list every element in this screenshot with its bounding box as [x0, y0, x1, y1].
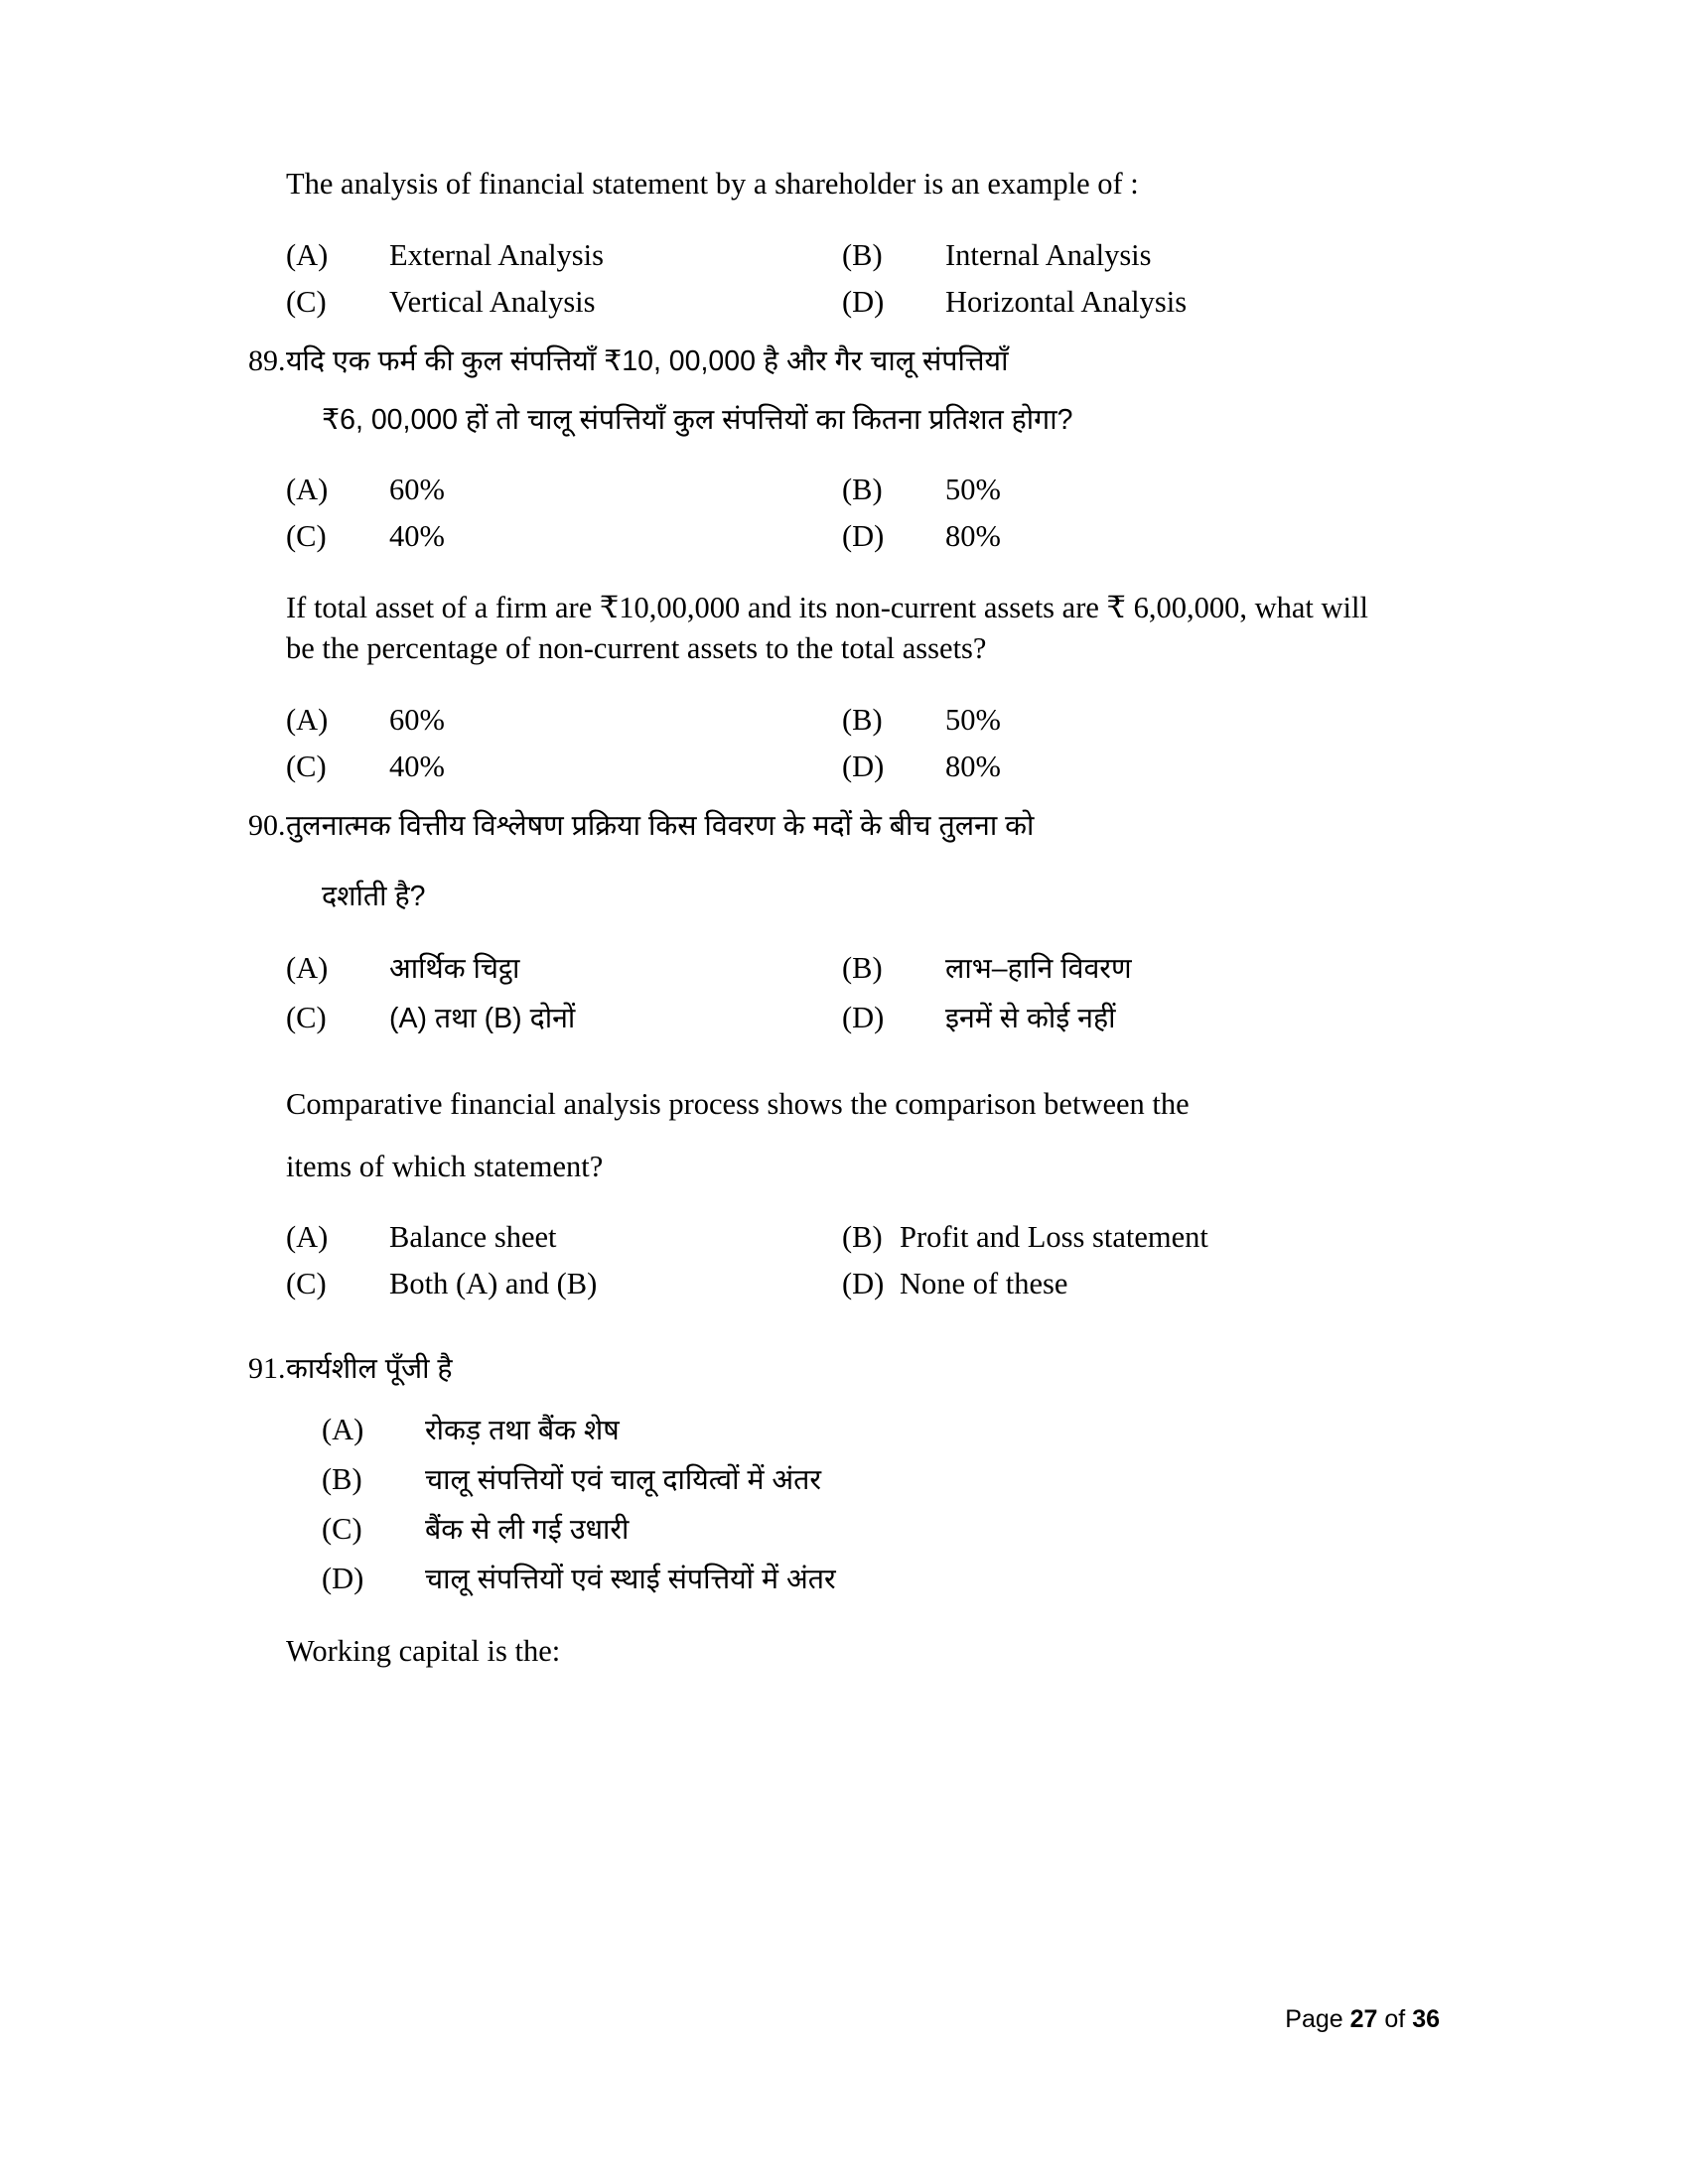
option-row: [322, 1411, 1315, 1448]
question-q91-en-stem: Working capital is the:: [286, 1633, 561, 1668]
option-text: Both (A) and (B): [389, 1267, 598, 1301]
option-c[interactable]: [286, 999, 842, 1036]
option-text: Internal Analysis: [945, 237, 1152, 272]
option-label: (A): [286, 472, 329, 506]
option-text: चालू संपत्तियों एवं चालू दायित्वों में अंतर: [425, 1463, 822, 1496]
question-number: 90.: [248, 808, 286, 842]
option-label: (C): [286, 1267, 327, 1301]
option-a[interactable]: [286, 473, 842, 507]
question-number: 91.: [248, 1352, 286, 1386]
option-text: आर्थिक चिट्ठा: [389, 952, 520, 985]
question-text: कार्यशील पूँजी है: [286, 1353, 453, 1386]
option-text: None of these: [900, 1267, 1068, 1301]
option-label: (C): [286, 749, 327, 783]
option-text: बैंक से ली गई उधारी: [425, 1513, 630, 1546]
option-text: (A) तथा (B) दोनों: [389, 1002, 576, 1034]
option-b[interactable]: [842, 473, 1398, 507]
option-label: (B): [842, 237, 883, 272]
question-q90-en-options: [248, 1220, 1440, 1301]
option-a[interactable]: [322, 1411, 1315, 1448]
question-text: तुलनात्मक वित्तीय विश्लेषण प्रक्रिया किस विवरण के मदों के बीच तुलना को: [286, 809, 1035, 842]
option-label: (D): [842, 518, 885, 553]
option-label: (A): [286, 237, 329, 272]
option-text: 50%: [945, 702, 1001, 737]
option-row: [286, 949, 1398, 987]
question-q89-hi-stem-line1: [248, 341, 1440, 380]
question-number: 89.: [248, 343, 286, 377]
question-q90-hi-stem-line2: दर्शाती है?: [322, 880, 426, 912]
option-text: 60%: [389, 472, 445, 506]
option-d[interactable]: [842, 519, 1398, 554]
option-label: (B): [842, 950, 883, 985]
option-a[interactable]: [286, 1220, 842, 1255]
option-c[interactable]: [286, 285, 842, 320]
option-label: (A): [322, 1412, 364, 1446]
option-b[interactable]: [322, 1460, 1315, 1498]
option-row: [286, 473, 1398, 507]
option-row: [286, 519, 1398, 554]
footer-middle: of: [1384, 2005, 1406, 2033]
option-row: [286, 285, 1398, 320]
option-label: (C): [286, 284, 327, 319]
option-row: [322, 1560, 1315, 1597]
option-label: (D): [322, 1561, 364, 1595]
question-q90-en-stem-line2: items of which statement?: [286, 1149, 604, 1183]
option-text: रोकड़ तथा बैंक शेष: [425, 1414, 620, 1446]
option-row: [286, 1220, 1398, 1255]
question-q88-en-options: [248, 238, 1440, 320]
option-b[interactable]: [842, 703, 1398, 738]
option-label: (C): [286, 1000, 327, 1034]
option-text: Horizontal Analysis: [945, 284, 1188, 319]
option-label: (D): [842, 1000, 885, 1034]
option-row: [286, 703, 1398, 738]
option-b[interactable]: [842, 949, 1398, 987]
option-text: इनमें से कोई नहीं: [945, 1002, 1116, 1034]
option-row: [322, 1460, 1315, 1498]
question-q89-en-stem: If total asset of a firm are ₹10,00,000 and its non-current assets are ₹ 6,00,000, what will be the percentage of non-current assets to the total assets?: [286, 590, 1368, 665]
footer-prefix: Page: [1285, 2005, 1343, 2033]
option-a[interactable]: [286, 949, 842, 987]
option-row: [286, 750, 1398, 784]
question-q91-hi-options: [248, 1411, 1440, 1597]
option-a[interactable]: [286, 703, 842, 738]
question-q89-en-options: [248, 703, 1440, 784]
option-c[interactable]: [286, 1267, 842, 1301]
option-label: (C): [286, 518, 327, 553]
option-label: (D): [842, 1267, 885, 1301]
question-q90-hi-options: [248, 949, 1440, 1036]
option-text: 80%: [945, 518, 1001, 553]
question-q89-hi-stem-line2: ₹6, 00,000 हों तो चालू संपत्तियाँ कुल संपत्तियों का कितना प्रतिशत होगा?: [322, 403, 1073, 436]
option-label: (A): [286, 702, 329, 737]
option-text: 40%: [389, 518, 445, 553]
option-d[interactable]: [842, 285, 1398, 320]
option-text: 40%: [389, 749, 445, 783]
option-text: External Analysis: [389, 237, 605, 272]
option-label: (D): [842, 749, 885, 783]
option-d[interactable]: [842, 750, 1398, 784]
option-text: Vertical Analysis: [389, 284, 596, 319]
option-row: [286, 1267, 1398, 1301]
question-q90-en-stem-line1: Comparative financial analysis process shows the comparison between the: [286, 1086, 1190, 1121]
page-footer: [1285, 2005, 1440, 2034]
option-label: (A): [286, 1220, 329, 1255]
option-label: (B): [842, 1220, 883, 1255]
option-d[interactable]: [322, 1560, 1315, 1597]
option-c[interactable]: [286, 750, 842, 784]
option-c[interactable]: [286, 519, 842, 554]
footer-total-pages: 36: [1412, 2005, 1440, 2033]
option-d[interactable]: [842, 999, 1398, 1036]
question-q89-hi-options: [248, 473, 1440, 554]
option-text: लाभ–हानि विवरण: [945, 952, 1132, 985]
option-label: (B): [322, 1461, 362, 1496]
question-q88-en-stem: The analysis of financial statement by a shareholder is an example of :: [286, 167, 1139, 201]
option-row: [322, 1510, 1315, 1548]
option-row: [286, 999, 1398, 1036]
option-text: 80%: [945, 749, 1001, 783]
page-content: [248, 164, 1440, 1671]
option-label: (C): [322, 1511, 362, 1546]
option-c[interactable]: [322, 1510, 1315, 1548]
option-label: (B): [842, 472, 883, 506]
option-text: Profit and Loss statement: [900, 1220, 1208, 1255]
option-text: Balance sheet: [389, 1220, 557, 1255]
option-b[interactable]: [842, 1220, 1398, 1255]
question-q91-hi-stem: [248, 1349, 1440, 1388]
option-b[interactable]: [842, 238, 1398, 273]
option-label: (A): [286, 950, 329, 985]
option-label: (B): [842, 702, 883, 737]
question-text: यदि एक फर्म की कुल संपत्तियाँ ₹10, 00,000 है और गैर चालू संपत्तियाँ: [286, 344, 1009, 377]
question-q90-hi-stem-line1: [248, 806, 1440, 845]
option-label: (D): [842, 284, 885, 319]
option-text: 50%: [945, 472, 1001, 506]
option-d[interactable]: [842, 1267, 1398, 1301]
footer-page-number: 27: [1349, 2005, 1378, 2033]
option-row: [286, 238, 1398, 273]
option-text: चालू संपत्तियों एवं स्थाई संपत्तियों में अंतर: [425, 1563, 836, 1595]
option-text: 60%: [389, 702, 445, 737]
option-a[interactable]: [286, 238, 842, 273]
